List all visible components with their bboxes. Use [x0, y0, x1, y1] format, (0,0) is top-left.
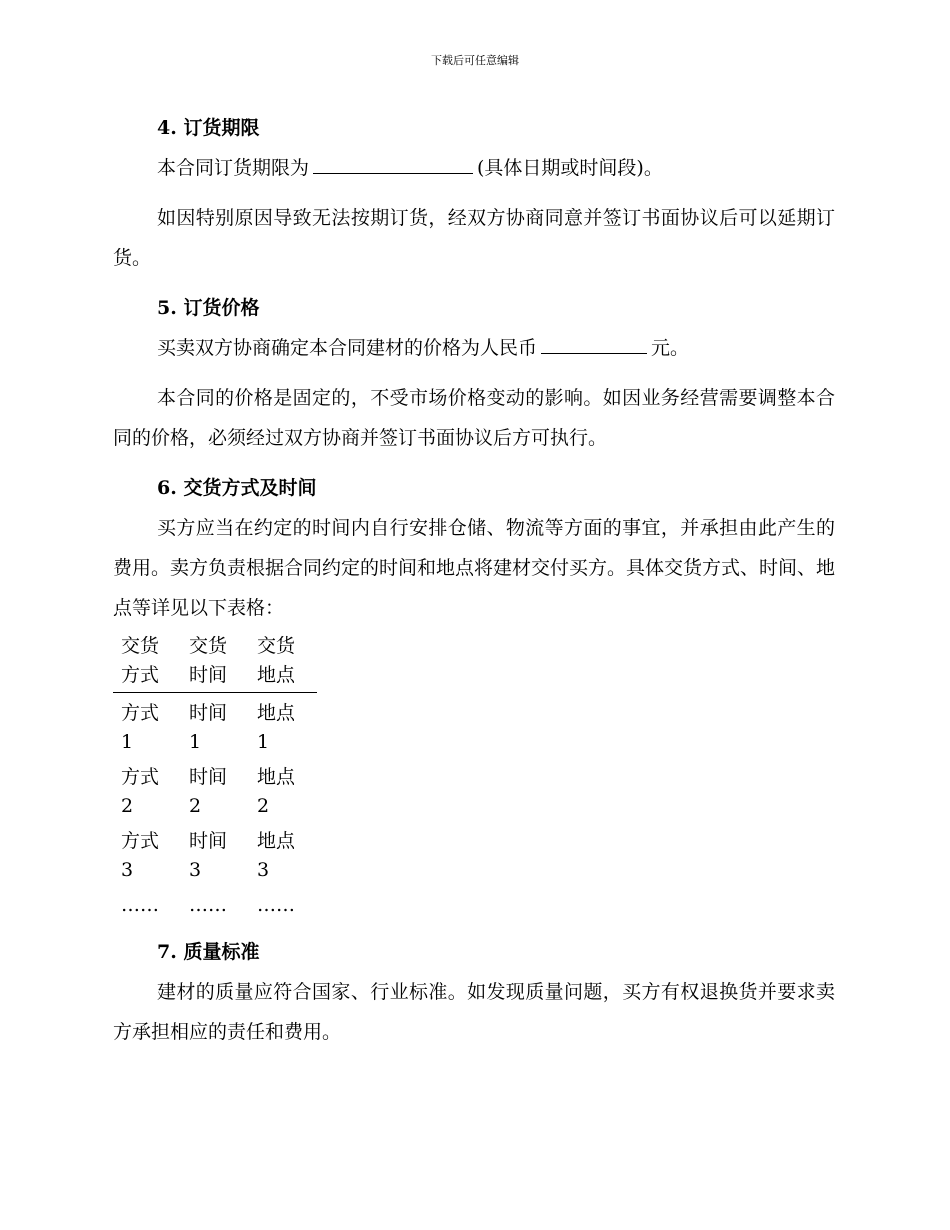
order-period-text: 本合同订货期限为 [157, 157, 310, 179]
table-cell: 地点 2 [257, 766, 296, 817]
table-row [113, 693, 317, 760]
column-header-method: 交货方式 [113, 632, 181, 693]
table-cell: 时间 2 [189, 766, 228, 817]
table-cell: …… [121, 894, 159, 916]
table-cell: 方式 1 [121, 702, 160, 753]
table-cell: 时间 3 [189, 830, 228, 881]
delivery-table [113, 632, 317, 922]
table-cell: …… [189, 894, 227, 916]
section-4-paragraph-2: 如因特别原因导致无法按期订货，经双方协商同意并签订书面协议后可以延期订货。 [113, 207, 835, 269]
section-5-heading: 5. 订货价格 [157, 297, 260, 319]
order-period-suffix: (具体日期或时间段)。 [477, 157, 663, 179]
table-header-row [113, 632, 317, 693]
column-header-time: 交货时间 [181, 632, 249, 693]
section-4-heading: 4. 订货期限 [157, 117, 260, 139]
price-text: 买卖双方协商确定本合同建材的价格为人民币 [157, 337, 538, 359]
table-row [113, 823, 317, 887]
table-row [113, 759, 317, 823]
table-row [113, 887, 317, 922]
price-suffix: 元。 [651, 337, 690, 359]
table-cell: 地点 1 [257, 702, 296, 753]
document-body [113, 108, 835, 1062]
table-cell: 地点 3 [257, 830, 296, 881]
section-4-paragraph-1 [113, 148, 835, 188]
page-header: 下载后可任意编辑 [431, 54, 519, 67]
section-5-paragraph-1 [113, 328, 835, 368]
section-6-heading: 6. 交货方式及时间 [157, 477, 317, 499]
order-period-blank [313, 149, 473, 174]
section-5-paragraph-2: 本合同的价格是固定的，不受市场价格变动的影响。如因业务经营需要调整本合同的价格，必须经过双方协商并签订书面协议后方可执行。 [113, 387, 835, 449]
table-cell: …… [257, 894, 295, 916]
table-cell: 时间 1 [189, 702, 228, 753]
table-cell: 方式 2 [121, 766, 160, 817]
table-cell: 方式 3 [121, 830, 160, 881]
price-blank [541, 329, 647, 354]
section-7-paragraph-1: 建材的质量应符合国家、行业标准。如发现质量问题，买方有权退换货并要求卖方承担相应的责任和费用。 [113, 981, 835, 1043]
section-6-paragraph-1: 买方应当在约定的时间内自行安排仓储、物流等方面的事宜，并承担由此产生的费用。卖方负责根据合同约定的时间和地点将建材交付买方。具体交货方式、时间、地点等详见以下表格： [113, 517, 836, 619]
section-7-heading: 7. 质量标准 [157, 941, 260, 963]
column-header-location: 交货地点 [249, 632, 317, 693]
